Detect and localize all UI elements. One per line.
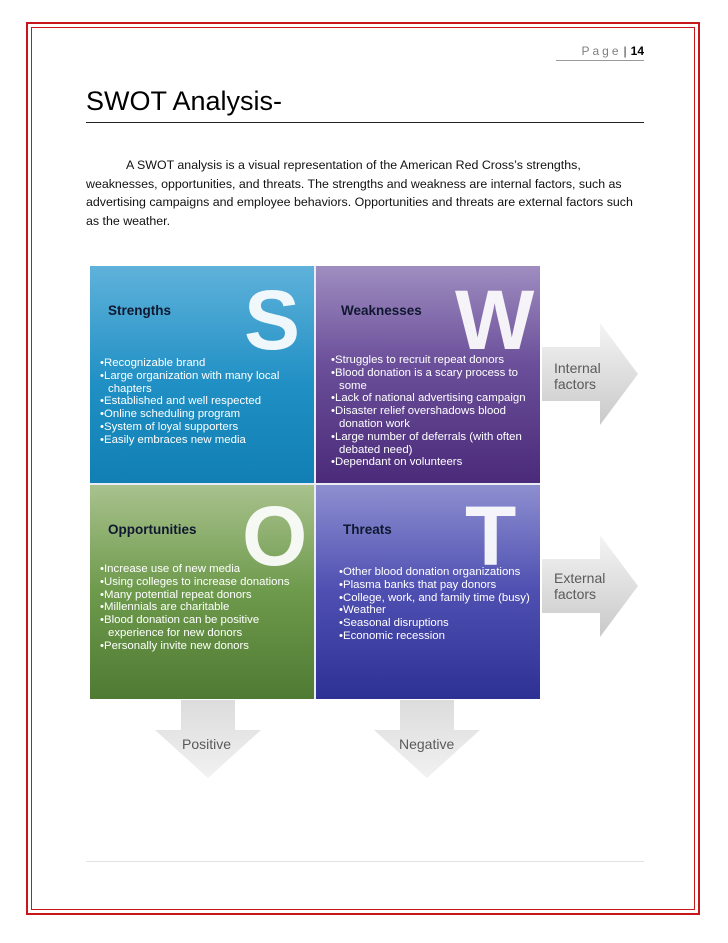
list-item: • Weather (339, 604, 535, 617)
list-item: • Struggles to recruit repeat donors (331, 354, 537, 367)
opportunities-quadrant (90, 484, 315, 699)
list-item: • College, work, and family time (busy) (339, 592, 535, 605)
list-item: • Economic recession (339, 630, 535, 643)
internal-label-line2: factors (554, 376, 597, 392)
threats-title: Threats (343, 522, 392, 537)
intro-paragraph (86, 156, 646, 230)
positive-label: Positive (182, 736, 232, 752)
list-item: • Personally invite new donors (100, 640, 312, 653)
list-item: • Seasonal disruptions (339, 617, 535, 630)
intro-paragraph-text: A SWOT analysis is a visual representation of the American Red Cross’s strengths, weaknesses, opportunities, and threats. The strengths and weakness are internal factors, such as advertising campaigns and employee behaviors. Opportunities and threats are external factors such as the weather. (86, 158, 633, 228)
list-item: • Dependant on volunteers (331, 456, 537, 469)
weaknesses-letter: W (455, 273, 535, 367)
threats-quadrant (315, 484, 540, 699)
list-item: • Recognizable brand (100, 357, 310, 370)
page-header (581, 44, 644, 58)
header-rule (556, 60, 644, 61)
weaknesses-quadrant (315, 266, 540, 484)
strengths-title: Strengths (108, 303, 172, 318)
list-item: • Using colleges to increase donations (100, 576, 312, 589)
quadrant-divider-horizontal (90, 483, 540, 485)
list-item: • Many potential repeat donors (100, 589, 312, 602)
page-title: SWOT Analysis- (86, 86, 283, 116)
list-item: • Blood donation is a scary process to some (331, 367, 537, 393)
list-item: • Large number of deferrals (with often debated need) (331, 431, 537, 457)
strengths-quadrant (90, 266, 315, 484)
strengths-letter: S (244, 273, 301, 367)
page-word: Page (581, 44, 622, 58)
threats-list (339, 566, 535, 643)
external-label-line2: factors (554, 586, 597, 602)
page-number: 14 (630, 44, 644, 58)
external-label-line1: External (554, 570, 606, 586)
page-separator: | (623, 44, 627, 58)
external-factors-label (554, 570, 605, 602)
opportunities-title: Opportunities (108, 522, 197, 537)
list-item: • Online scheduling program (100, 408, 310, 421)
list-item: • Lack of national advertising campaign (331, 392, 537, 405)
title-rule (86, 122, 644, 123)
weaknesses-title: Weaknesses (341, 303, 422, 318)
swot-diagram (90, 266, 540, 699)
list-item: • Increase use of new media (100, 563, 312, 576)
list-item: • Easily embraces new media (100, 434, 310, 447)
weaknesses-list (331, 354, 537, 469)
list-item: • Other blood donation organizations (339, 566, 535, 579)
list-item: • Large organization with many local chapters (100, 370, 310, 396)
negative-label: Negative (399, 736, 455, 752)
list-item: • System of loyal supporters (100, 421, 310, 434)
internal-factors-label (554, 360, 601, 392)
threats-letter: T (465, 489, 517, 583)
list-item: • Plasma banks that pay donors (339, 579, 535, 592)
list-item: • Millennials are charitable (100, 601, 312, 614)
list-item: • Blood donation can be positive experience for new donors (100, 614, 312, 640)
opportunities-list (100, 563, 312, 653)
footer-rule (86, 861, 644, 862)
opportunities-letter: O (242, 489, 308, 583)
internal-label-line1: Internal (554, 360, 601, 376)
strengths-list (100, 357, 310, 447)
list-item: • Disaster relief overshadows blood donation work (331, 405, 537, 431)
list-item: • Established and well respected (100, 395, 310, 408)
